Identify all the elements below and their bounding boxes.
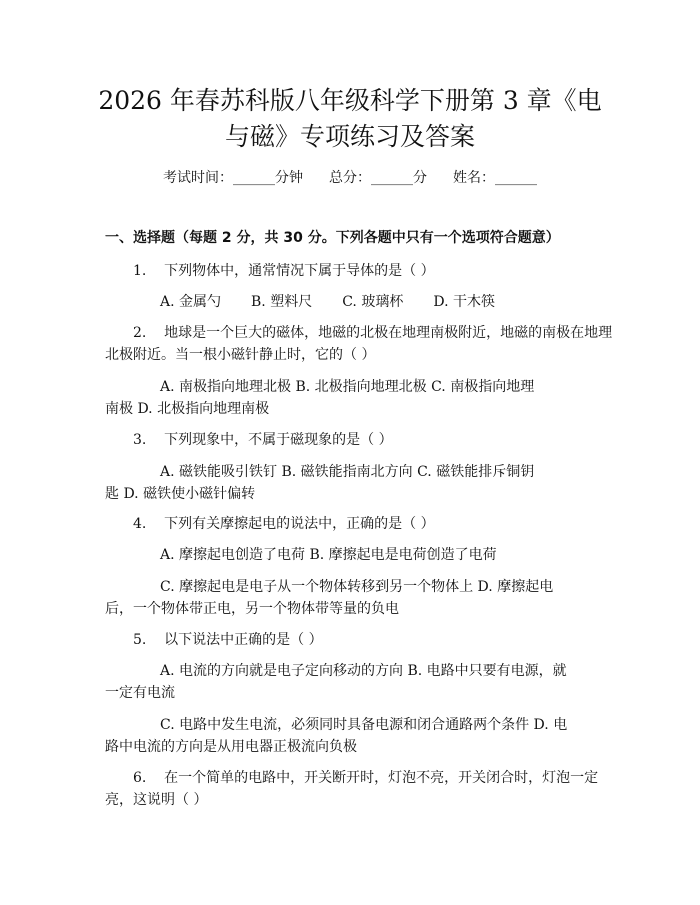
question-5-options-line-4: 路中电流的方向是从用电器正极流向负极 — [105, 739, 357, 755]
question-stem: 以下说法中正确的是（ ） — [164, 632, 323, 648]
question-4-options-line-2: C. 摩擦起电是电子从一个物体转移到另一个物体上 D. 摩擦起电 — [160, 579, 554, 595]
question-5-options-line-3: C. 电路中发生电流，必须同时具备电源和闭合通路两个条件 D. 电 — [160, 717, 568, 733]
question-number: 5. — [133, 632, 147, 648]
document-title-line-1: 2026 年春苏科版八年级科学下册第 3 章《电 — [98, 86, 602, 115]
total-score-label: 总分： — [329, 170, 371, 186]
question-number: 1. — [133, 263, 147, 279]
question-1 — [133, 261, 435, 281]
student-name-blank: ______ — [495, 170, 537, 186]
question-4-options-line-1: A. 摩擦起电创造了电荷 B. 摩擦起电是电荷创造了电荷 — [160, 547, 497, 563]
question-4 — [133, 514, 435, 534]
option-b: B. 塑料尺 — [251, 294, 313, 310]
question-stem: 下列物体中，通常情况下属于导体的是（ ） — [164, 263, 435, 279]
question-number: 3. — [133, 432, 147, 448]
question-number: 2. — [133, 325, 147, 341]
question-stem-line-1: 地球是一个巨大的磁体，地磁的北极在地理南极附近，地磁的南极在地理 — [164, 325, 613, 341]
student-name-label: 姓名： — [453, 170, 495, 186]
option-a: A. 金属勺 — [160, 294, 222, 310]
document-title-line-2: 与磁》专项练习及答案 — [224, 122, 475, 151]
question-number: 4. — [133, 516, 147, 532]
question-2 — [133, 323, 612, 343]
question-3-options-line-2: 匙 D. 磁铁使小磁针偏转 — [105, 486, 256, 502]
question-stem: 下列有关摩擦起电的说法中，正确的是（ ） — [164, 516, 435, 532]
exam-time-blank: ______分钟 — [233, 170, 303, 186]
section-heading-multiple-choice: 一、选择题（每题 2 分，共 30 分。下列各题中只有一个选项符合题意） — [105, 230, 560, 246]
total-score-blank: ______分 — [371, 170, 427, 186]
question-stem-line-1: 在一个简单的电路中，开关断开时，灯泡不亮，开关闭合时，灯泡一定 — [164, 770, 599, 786]
question-stem: 下列现象中，不属于磁现象的是（ ） — [164, 432, 393, 448]
question-3-options-line-1: A. 磁铁能吸引铁钉 B. 磁铁能指南北方向 C. 磁铁能排斥铜钥 — [160, 464, 535, 480]
question-5-options-line-2: 一定有电流 — [105, 685, 175, 701]
exam-time-label: 考试时间： — [163, 170, 233, 186]
question-3 — [133, 430, 393, 450]
question-5 — [133, 630, 323, 650]
option-d: D. 干木筷 — [433, 294, 495, 310]
question-4-options-line-3: 后，一个物体带正电，另一个物体带等量的负电 — [105, 601, 399, 617]
question-number: 6. — [133, 770, 147, 786]
option-c: C. 玻璃杯 — [342, 294, 404, 310]
question-1-options — [160, 292, 495, 312]
question-2-options-line-1: A. 南极指向地理北极 B. 北极指向地理北极 C. 南极指向地理 — [160, 379, 535, 395]
question-2-stem-line-2: 北极附近。当一根小磁针静止时，它的（ ） — [105, 347, 376, 363]
question-6-stem-line-2: 亮，这说明（ ） — [105, 792, 208, 808]
question-2-options-line-2: 南极 D. 北极指向地理南极 — [105, 401, 270, 417]
exam-info-line — [0, 168, 700, 188]
question-6 — [133, 768, 598, 788]
question-5-options-line-1: A. 电流的方向就是电子定向移动的方向 B. 电路中只要有电源，就 — [160, 663, 567, 679]
